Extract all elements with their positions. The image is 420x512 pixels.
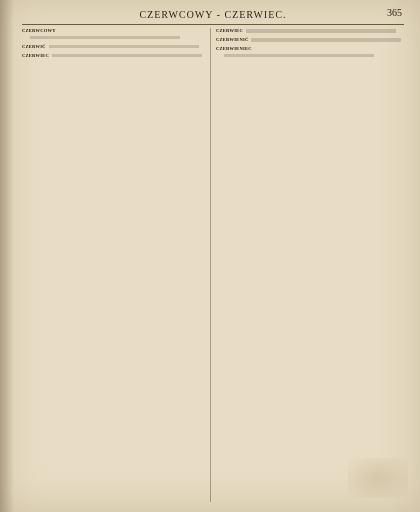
entry-headword: CZERWCOWY [22,28,56,33]
entry-body-illegible [49,45,199,49]
column-divider [210,28,211,502]
dictionary-entry [22,28,204,41]
right-column [216,28,402,504]
dictionary-entry [216,28,402,35]
dictionary-entry [216,46,402,59]
entry-headword: CZERWIEC [216,28,243,33]
entry-headword: CZERWIENIEC [216,46,252,52]
entry-body-illegible [251,38,401,42]
gutter-shadow [0,0,14,512]
running-head: CZERWCOWY - CZERWIEC. [139,9,287,21]
left-column [22,28,204,504]
entry-body-illegible [30,36,180,40]
dictionary-entry [22,53,204,60]
page-header [24,8,402,22]
entry-body-illegible [246,29,396,33]
entry-headword: CZERWIEC [22,52,49,58]
entry-headword: CZERWIENIĆ [216,37,249,43]
header-rule [22,24,404,25]
paper-stain [348,458,408,498]
page-number: 365 [387,8,402,19]
entry-body-illegible [224,54,374,58]
entry-headword: CZERWIĆ [22,43,46,49]
dictionary-entry [22,44,204,51]
entry-body-illegible [52,54,202,58]
dictionary-entry [216,37,402,44]
